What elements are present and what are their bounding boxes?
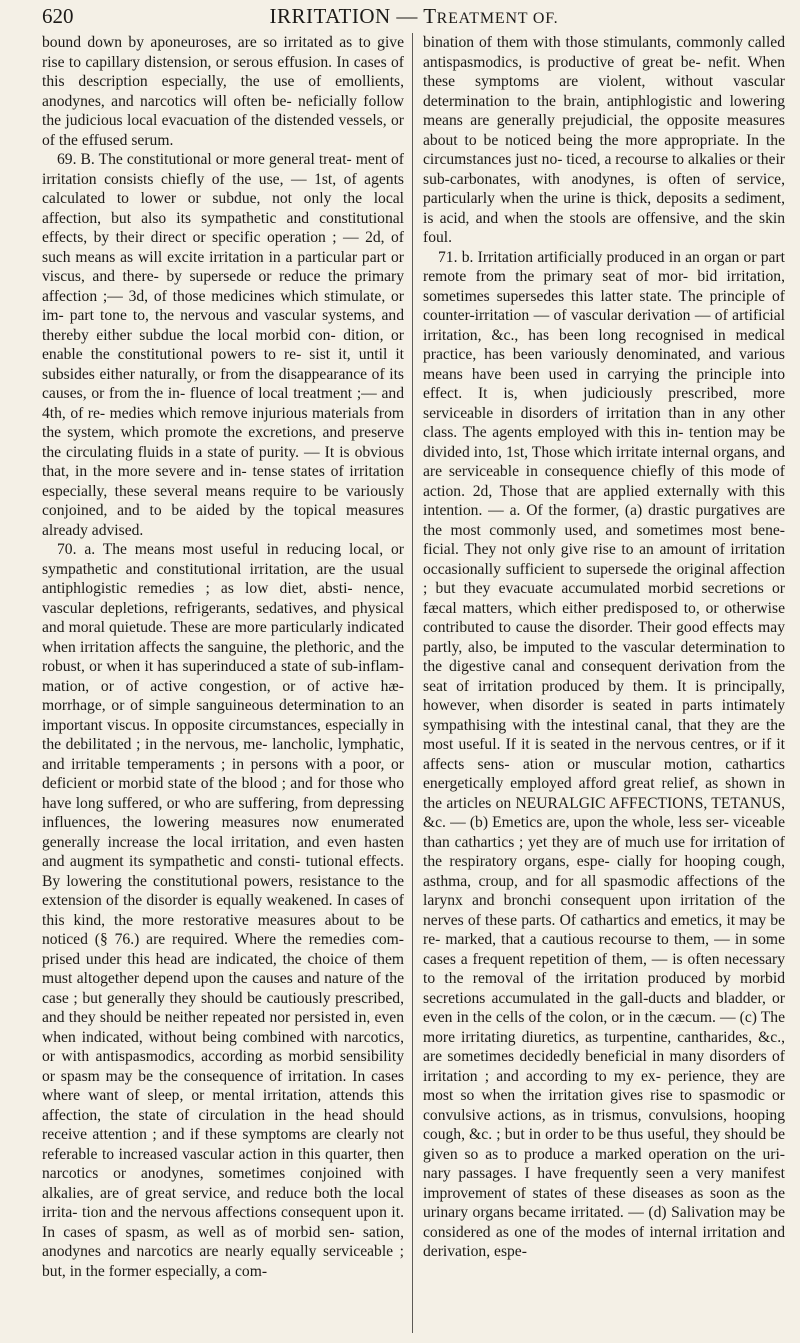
page-header — [42, 4, 786, 34]
paragraph: 71. b. Irritation artificially produced in an organ or part remote from the primary seat of mor- bid irritation, sometimes supersedes this latter state. The principle of counter-irritation — of vascular derivation — of artificial irritation, &c., has been long recognised in medical practice, has been variously denominated, and various means have been used in carrying the principle into effect. It is, when judiciously prescribed, more serviceable in disorders of irritation than in any other class. The agents employed with this in- tention may be divided into, 1st, Those which irritate internal organs, and are serviceable in consequence chiefly of this mode of action. 2d, Those that are applied externally with this intention. — a. Of the former, (a) drastic purgatives are the most commonly used, and sometimes most bene- ficial. They not only give rise to an amount of irritation occasionally sufficient to supersede the original affection ; but they evacuate accumulated morbid secretions or fæcal matters, which either predisposed to, or otherwise contributed to cause the disorder. Their good effects may partly, also, be imputed to the vascular determination to the digestive canal and consequent derivation from the seat of irritation produced by them. It is principally, however, when disorder is seated in parts intimately sympathising with the intestinal canal, that they are the most useful. If it is seated in the nervous centres, or if it affects sens- ation or muscular motion, cathartics energetically employed afford great relief, as shown in the articles on NEURALGIC AFFECTIONS, TETANUS, &c. — (b) Emetics are, upon the whole, less ser- viceable than cathartics ; yet they are of much use for irritation of the respiratory organs, espe- cially for hooping cough, asthma, croup, and for all spasmodic affections of the larynx and bronchi consequent upon irritation of the nerves of these parts. Of cathartics and emetics, it may be re- marked, that a cautious recourse to them, — in some cases a frequent repetition of them, — is often necessary to the removal of the irritation produced by morbid secretions accumulated in the gall-ducts and bladder, or even in the cells of the colon, or in the cæcum. — (c) The more irritating diuretics, as turpentine, cantharides, &c., are sometimes decidedly beneficial in many disorders of irritation ; and according to my ex- perience, they are most so when the irritation gives rise to spasmodic or convulsive actions, as in trismus, convulsions, hooping cough, &c. ; but in order to be thus useful, they should be given so as to produce a marked operation on the uri- nary passages. I have frequently seen a very manifest improvement of states of these diseases as soon as the urinary organs became irritated. — (d) Salivation may be considered as one of the modes of internal irritation and derivation, espe- — [423, 248, 785, 1260]
paragraph: 70. a. The means most useful in reducing local, or sympathetic and constitutional irritation, are the usual antiphlogistic remedies ; as low diet, absti- nence, vascular depletions, refrigerants, sedatives, and physical and moral quietude. These are more particularly indicated when irritation affects the sanguine, the plethoric, and the robust, or when it has superinduced a state of sub-inflam- mation, or of active congestion, or of active hæ- morrhage, or of simple sanguineous determination to an important viscus. In opposite circumstances, especially in the debilitated ; in the nervous, me- lancholic, lymphatic, and irritable temperaments ; in persons with a poor, or deficient or morbid state of the blood ; and for those who have long suffered, or who are suffering, from depressing influences, the lowering measures now enumerated generally increase the local irritation, and even hasten and augment its sympathetic and consti- tutional effects. By lowering the constitutional powers, resistance to the extension of the disorder is equally weakened. In cases of this kind, the more restorative measures about to be noticed (§ 76.) are required. Where the remedies com- prised under this head are indicated, the choice of them must altogether depend upon the causes and nature of the case ; but generally they should be cautiously prescribed, and they should be neither repeated nor persisted in, even when indicated, without being combined with narcotics, or with antispasmodics, according as morbid sensibility or spasm may be the consequence of irritation. In cases where want of sleep, or mental irritation, attends this affection, the state of circulation in the head should receive attention ; and if these symptoms are clearly not referable to increased vascular action in this quarter, then narcotics or anodynes, sometimes conjoined with alkalies, are of great service, and reduce both the local irrita- tion and the nervous affections consequent upon it. In cases of spasm, as well as of morbid sen- sation, anodynes and narcotics are nearly equally serviceable ; but, in the former especially, a com- — [42, 541, 404, 1280]
column-divider — [412, 33, 413, 1333]
paragraph: bound down by aponeuroses, are so irritated as to give rise to capillary distension, or serous effusion. In cases of this description especially, the use of emollients, anodynes, and narcotics will often be- neficially follow the judicious local evacuation of the distended vessels, or of the effused serum. — [42, 34, 404, 149]
running-head-main: IRRITATION — T — [269, 4, 437, 28]
running-head-small-caps: REATMENT OF. — [436, 10, 559, 27]
paragraph: 69. B. The constitutional or more general treat- ment of irritation consists chiefly of the use, — 1st, of agents calculated to lower or subdue, not only the local affection, but also its sympathetic and constitutional effects, by their direct or specific operation ; — 2d, of such means as will excite irritation in a particular part or viscus, and there- by supersede or reduce the primary affection ;— 3d, of those medicines which stimulate, or im- part tone to, the nervous and vascular systems, and thereby either subdue the local morbid con- dition, or enable the constitutional powers to re- sist it, until it subsides either naturally, or from the disappearance of its causes, or from the in- fluence of local treatment ;— and 4th, of re- medies which remove injurious materials from the system, which promote the excretions, and preserve the circulating fluids in a state of purity. — It is obvious that, in the more severe and in- tense states of irritation especially, these several means require to be variously conjoined, and to be aided by the topical measures already advised. — [42, 151, 404, 539]
page-number: 620 — [42, 4, 74, 28]
paragraph: bination of them with those stimulants, commonly called antispasmodics, is productive of great be- nefit. When these symptoms are violent, without vascular determination to the brain, antiphlogistic and lowering means are generally prejudicial, the opposite measures about to be noticed being the more appropriate. In the circumstances just no- ticed, a recourse to alkalies or their sub-carbonates, with anodynes, is often of service, particularly when the urine is thick, deposits a sediment, is acid, and when the stools are offensive, and the skin foul. — [423, 34, 785, 246]
running-head — [42, 4, 786, 29]
left-column — [42, 33, 404, 1341]
right-column — [423, 33, 785, 1341]
